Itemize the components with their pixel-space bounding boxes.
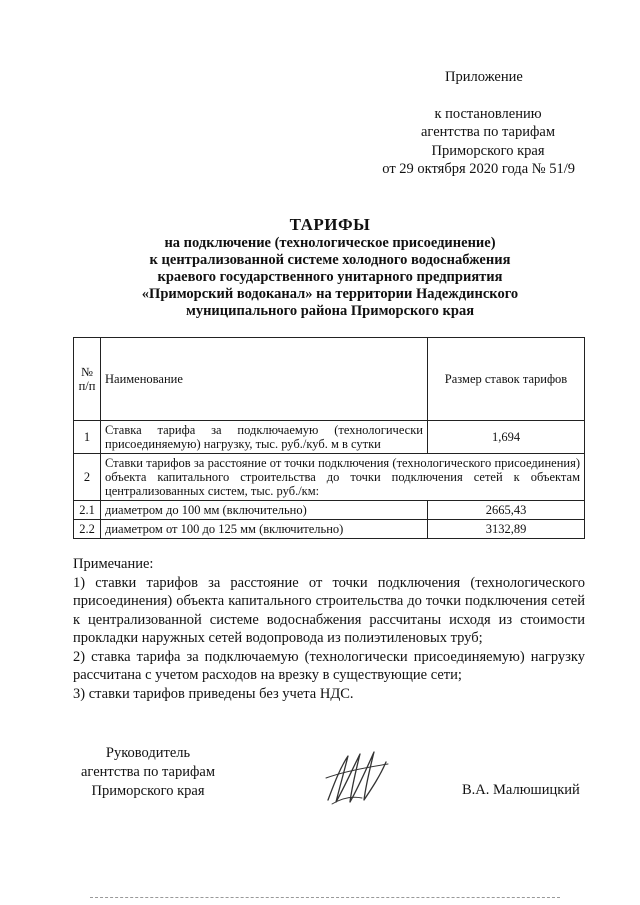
document-title: [60, 215, 600, 320]
note-heading: Примечание:: [73, 556, 154, 572]
table-row: [74, 454, 585, 501]
row-num: 2.1: [74, 501, 101, 520]
header-num: № п/п: [74, 338, 101, 421]
appendix-line: от 29 октября 2020 года № 51/9: [382, 161, 575, 177]
header-value: Размер ставок тарифов: [428, 338, 585, 421]
row-value: 1,694: [428, 421, 585, 454]
row-value: 2665,43: [428, 501, 585, 520]
row-name: Ставка тарифа за подключаемую (технологически присоединяемую) нагрузку, тыс. руб./куб. м в сутки: [101, 421, 428, 454]
appendix-heading: Приложение: [445, 69, 523, 85]
table-row: [74, 520, 585, 539]
handwritten-signature: [322, 748, 392, 808]
note-item: 2) ставка тарифа за подключаемую (технологически присоединяемую) нагрузку рассчитана с учетом расходов на врезку в существующие сети;: [73, 648, 585, 683]
table-row: [74, 421, 585, 454]
title-line: муниципального района Приморского края: [185, 303, 475, 319]
signer-position-line: Приморского края: [91, 783, 205, 799]
signer-position: [73, 744, 223, 801]
appendix-line: к постановлению: [434, 105, 542, 122]
appendix-line: Приморского края: [431, 142, 545, 159]
row-num: 2.2: [74, 520, 101, 539]
title-line: «Приморский водоканал» на территории Надеждинского: [141, 286, 519, 302]
note-block: [73, 555, 585, 703]
title-line: краевого государственного унитарного предприятия: [157, 269, 503, 285]
signer-position-line: агентства по тарифам: [81, 764, 215, 780]
note-item: 3) ставки тарифов приведены без учета НДС.: [73, 685, 354, 702]
row-name: диаметром от 100 до 125 мм (включительно): [101, 520, 428, 539]
appendix-line: агентства по тарифам: [421, 124, 555, 140]
title-main: ТАРИФЫ: [289, 215, 371, 234]
row-num: 1: [74, 421, 101, 454]
title-line: на подключение (технологическое присоединение): [164, 235, 496, 251]
signer-name: В.А. Малюшицкий: [462, 782, 580, 798]
row-value: 3132,89: [428, 520, 585, 539]
signer-position-line: Руководитель: [105, 745, 191, 761]
row-name: Ставки тарифов за расстояние от точки подключения (технологического присоединения) объекта капитального строительства до точки подключения сетей к объектам централизованных систем, тыс. руб./км:: [101, 454, 585, 501]
table-header-row: [74, 338, 585, 421]
row-num: 2: [74, 454, 101, 501]
note-item: 1) ставки тарифов за расстояние от точки подключения (технологического присоединения) объекта капитального строительства до точки подключения сетей к централизованной системе водоснабжения рассчитаны исходя из стоимости прокладки наружных сетей водопровода из полиэтиленовых труб;: [73, 574, 585, 646]
row-name: диаметром до 100 мм (включительно): [101, 501, 428, 520]
appendix-block: [373, 68, 603, 179]
header-name: Наименование: [101, 338, 428, 421]
title-line: к централизованной системе холодного водоснабжения: [149, 252, 511, 268]
table-row: [74, 501, 585, 520]
page-bottom-rule: [90, 897, 560, 898]
tariffs-table: [73, 337, 585, 539]
